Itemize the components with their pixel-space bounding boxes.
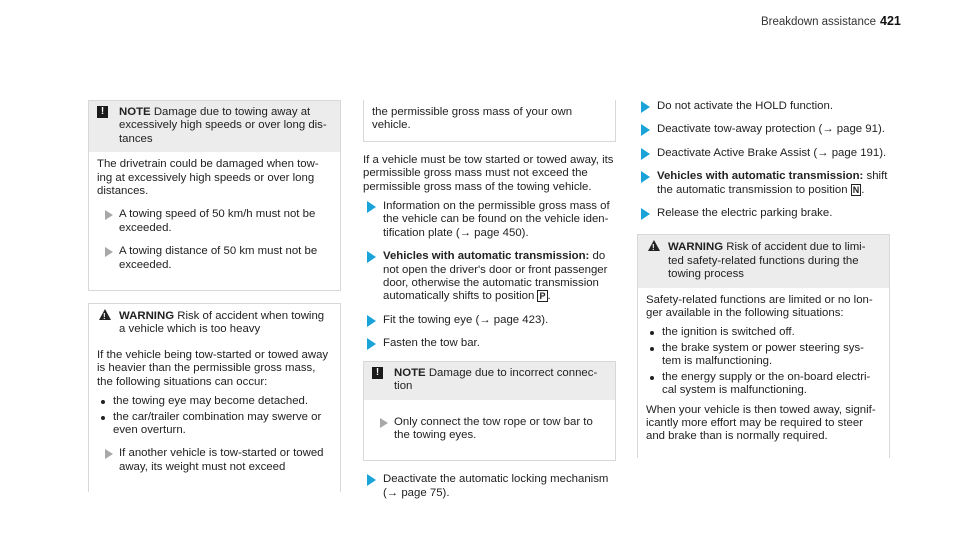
step: Vehicles with automatic transmission: shift the automatic transmission to position N .	[637, 170, 890, 197]
column-3	[637, 100, 890, 458]
notice-title: Damage due to incorrect connec-tion	[394, 366, 598, 393]
page-header	[0, 14, 960, 34]
warning-box	[88, 303, 341, 492]
notice-box	[363, 361, 616, 462]
notice-icon: !	[97, 106, 108, 118]
list-item: the ignition is switched off.	[646, 326, 881, 339]
warning-keyword: WARNING	[668, 241, 724, 254]
column-1	[88, 100, 341, 492]
warning-text: If the vehicle being tow-started or towed away is heavier than the permissible gross mass, the following situations can occur:	[97, 348, 329, 388]
step: Vehicles with automatic transmission: do not open the driver's door or front passenger door, otherwise the automatic transmission automatically shifts to position P .	[363, 250, 616, 304]
list-item: the brake system or power steering sys-tem is malfunctioning.	[646, 342, 881, 369]
step: Deactivate Active Brake Assist (→ page 191).	[637, 147, 890, 160]
step-arrow-icon	[367, 338, 376, 350]
step-arrow-icon	[641, 208, 650, 220]
warning-instruction: If another vehicle is tow-started or towed away, its weight must not exceed	[97, 447, 332, 474]
step: Fit the towing eye (→ page 423).	[363, 314, 616, 327]
warning-list	[97, 395, 332, 437]
step-arrow-icon	[367, 201, 376, 213]
warning-triangle-icon	[648, 240, 660, 251]
warning-header	[638, 235, 889, 287]
step-arrow-icon	[641, 124, 650, 136]
warning-continuation: the permissible gross mass of your own vehicle.	[363, 100, 616, 142]
step-arrow-icon	[367, 315, 376, 327]
column-2	[363, 100, 616, 510]
step: Do not activate the HOLD function.	[637, 100, 890, 113]
warning-title: Risk of accident due to limi-ted safety-related functions during the towing process	[668, 241, 866, 281]
step: Deactivate tow-away protection (→ page 91).	[637, 123, 890, 136]
notice-instruction: A towing speed of 50 km/h must not be exceeded.	[97, 208, 332, 235]
step: Information on the permissible gross mass of the vehicle can be found on the vehicle iden-tification plate (→ page 450).	[363, 200, 616, 240]
section-title: Breakdown assistance	[760, 16, 876, 28]
notice-text: The drivetrain could be damaged when tow-ing at excessively high speeds or over long distances.	[97, 158, 319, 198]
step: Fasten the tow bar.	[363, 337, 616, 350]
notice-keyword: NOTE	[119, 106, 151, 118]
notice-header	[364, 362, 615, 400]
paragraph: If a vehicle must be tow started or towed away, its permissible gross mass must not exceed the permissible gross mass of the towing vehicle.	[363, 153, 614, 193]
warning-title: Risk of accident when towing a vehicle which is too heavy	[119, 310, 325, 336]
notice-header	[89, 101, 340, 152]
notice-title: Damage due to towing away at excessively high speeds or over long dis-tances	[119, 106, 327, 145]
step-arrow-icon	[641, 148, 650, 160]
list-item: the energy supply or the on-board electri-cal system is malfunctioning.	[646, 371, 881, 398]
step: Release the electric parking brake.	[637, 207, 890, 220]
warning-conclusion: When your vehicle is then towed away, signif-icantly more effort may be required to steer and brake than is normally required.	[646, 403, 876, 443]
step: Deactivate the automatic locking mechanism (→ page 75).	[363, 473, 616, 500]
warning-text: Safety-related functions are limited or no lon-ger available in the following situations:	[646, 293, 873, 320]
arrow-icon	[105, 247, 113, 257]
step-arrow-icon	[641, 171, 650, 183]
warning-box	[637, 234, 890, 457]
warning-keyword: WARNING	[119, 310, 175, 323]
step-arrow-icon	[367, 474, 376, 486]
arrow-icon	[105, 449, 113, 459]
notice-icon: !	[372, 367, 383, 379]
warning-list	[646, 326, 881, 397]
notice-instruction: A towing distance of 50 km must not be exceeded.	[97, 245, 332, 272]
list-item: the car/trailer combination may swerve or even overturn.	[97, 411, 332, 438]
warning-header	[89, 304, 340, 343]
step-arrow-icon	[641, 101, 650, 113]
arrow-icon	[380, 418, 388, 428]
gear-n-symbol: N	[852, 184, 860, 195]
gear-p-symbol: P	[539, 291, 546, 302]
notice-box	[88, 100, 341, 291]
warning-triangle-icon	[99, 309, 111, 320]
list-item: the towing eye may become detached.	[97, 395, 332, 408]
arrow-icon	[105, 210, 113, 220]
notice-instruction: Only connect the tow rope or tow bar to the towing eyes.	[372, 416, 607, 443]
step-arrow-icon	[367, 251, 376, 263]
notice-keyword: NOTE	[394, 366, 426, 379]
page-number: 421	[880, 14, 901, 28]
